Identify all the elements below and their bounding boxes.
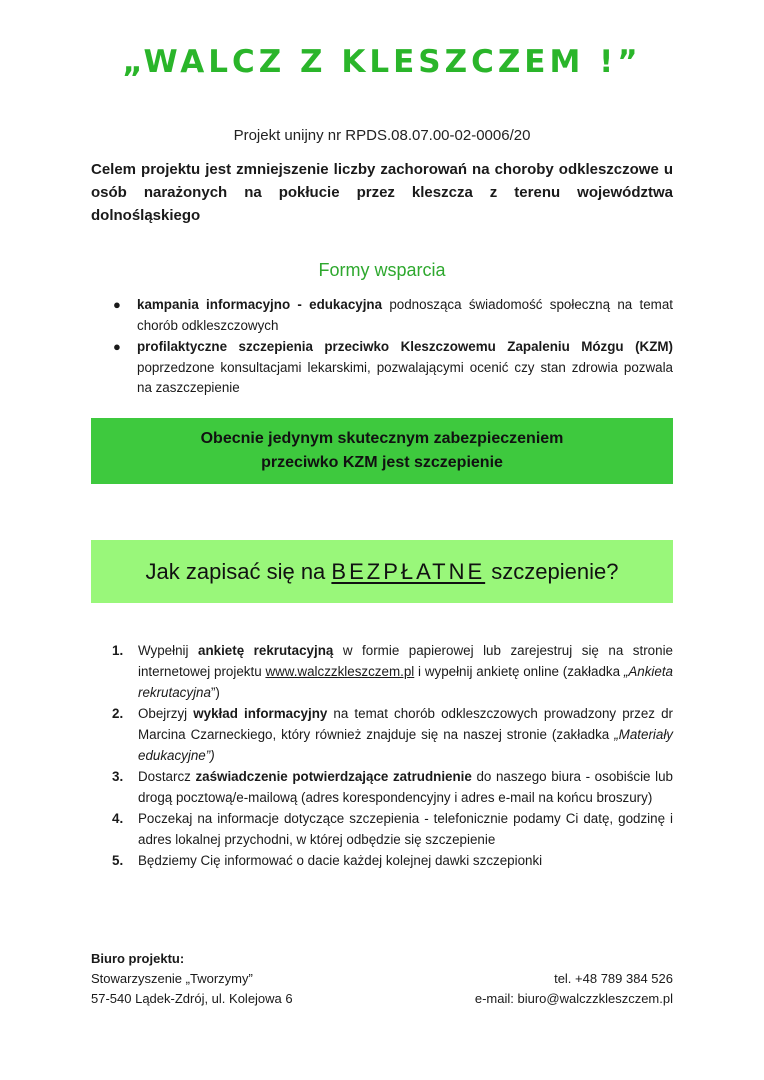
leaflet-title: „WALCZ Z KLESZCZEM !” — [122, 44, 642, 80]
signup-banner-text: szczepienie? — [485, 558, 619, 584]
signup-banner-text: Jak zapisać się na — [145, 558, 332, 584]
step-emphasis: zaświadczenie potwierdzające zatrudnienie — [195, 769, 472, 784]
office-address: 57-540 Lądek-Zdrój, ul. Kolejowa 6 — [91, 991, 293, 1006]
step-number: 3. — [112, 769, 124, 784]
step-emphasis: wykład informacyjny — [193, 706, 328, 721]
step-italic: „Materiały edukacyjne”) — [138, 727, 673, 763]
step-text: Dostarcz — [138, 769, 196, 784]
office-info — [91, 949, 293, 1009]
list-item — [110, 295, 673, 336]
support-forms-list — [110, 295, 673, 400]
support-form-title: kampania informacyjno - edukacyjna — [137, 297, 383, 312]
project-goal: Celem projektu jest zmniejszenie liczby zachorowań na choroby odkleszczowe u osób narażonych na pokłucie przez kleszcza z terenu województwa dolnośląskiego — [91, 161, 673, 224]
banner-line: przeciwko KZM jest szczepienie — [261, 454, 503, 471]
step-text: na temat chorób odkleszczowych prowadzony przez dr Marcina Czarneckiego, który również znajduje się na naszej stronie (zakładka — [138, 706, 673, 742]
project-number: Projekt unijny nr RPDS.08.07.00-02-0006/20 — [233, 127, 531, 144]
step-text: Będziemy Cię informować o dacie każdej kolejnej dawki szczepionki — [138, 853, 543, 868]
signup-banner — [91, 540, 673, 603]
signup-free-highlight: BEZPŁATNE — [331, 558, 486, 584]
phone-number: tel. +48 789 384 526 — [554, 971, 673, 986]
banner-line: Obecnie jedynym skutecznym zabezpieczeniem — [200, 430, 564, 447]
list-item — [108, 640, 673, 703]
step-emphasis: ankietę rekrutacyjną — [198, 643, 334, 658]
support-form-description: podnosząca świadomość społeczną na temat chorób odkleszczowych — [137, 297, 673, 333]
organization-name: Stowarzyszenie „Tworzymy” — [91, 971, 253, 986]
contact-info — [475, 969, 673, 1009]
step-text: w formie papierowej lub zarejestruj się na stronie internetowej projektu — [138, 643, 673, 679]
bullet-icon: ● — [113, 297, 121, 312]
step-text: Obejrzyj — [138, 706, 194, 721]
list-item — [108, 850, 673, 871]
list-item — [110, 337, 673, 399]
support-forms-heading: Formy wsparcia — [318, 260, 446, 280]
step-text: Poczekaj na informacje dotyczące szczepienia - telefonicznie podamy Ci datę, godzinę i adres lokalnej przychodni, w której odbędzie się szczepienie — [138, 811, 673, 847]
vaccination-banner — [91, 418, 673, 484]
step-text: Wypełnij — [138, 643, 199, 658]
step-number: 5. — [112, 853, 124, 868]
signup-steps-list — [108, 640, 673, 871]
support-form-description: poprzedzone konsultacjami lekarskimi, pozwalającymi ocenić czy stan zdrowia pozwala na zaszczepienie — [137, 359, 673, 395]
bullet-icon: ● — [113, 339, 121, 354]
step-italic: „Ankieta rekrutacyjna — [138, 664, 673, 700]
step-text: i wypełnij ankietę online (zakładka — [414, 664, 624, 679]
list-item — [108, 766, 673, 808]
website-link[interactable]: www.walczzkleszczem.pl — [265, 664, 415, 679]
step-text: do naszego biura - osobiście lub drogą pocztową/e-mailową (adres korespondencyjny i adres e-mail na końcu broszury) — [138, 769, 673, 805]
step-number: 1. — [112, 643, 124, 658]
step-number: 4. — [112, 811, 124, 826]
step-text: ”) — [210, 685, 220, 700]
office-heading: Biuro projektu: — [91, 951, 185, 966]
list-item — [108, 703, 673, 766]
email-address: e-mail: biuro@walczzkleszczem.pl — [474, 991, 673, 1006]
support-form-title: profilaktyczne szczepienia przeciwko Kleszczowemu Zapaleniu Mózgu (KZM) — [137, 339, 673, 354]
step-number: 2. — [112, 706, 124, 721]
list-item — [108, 808, 673, 850]
